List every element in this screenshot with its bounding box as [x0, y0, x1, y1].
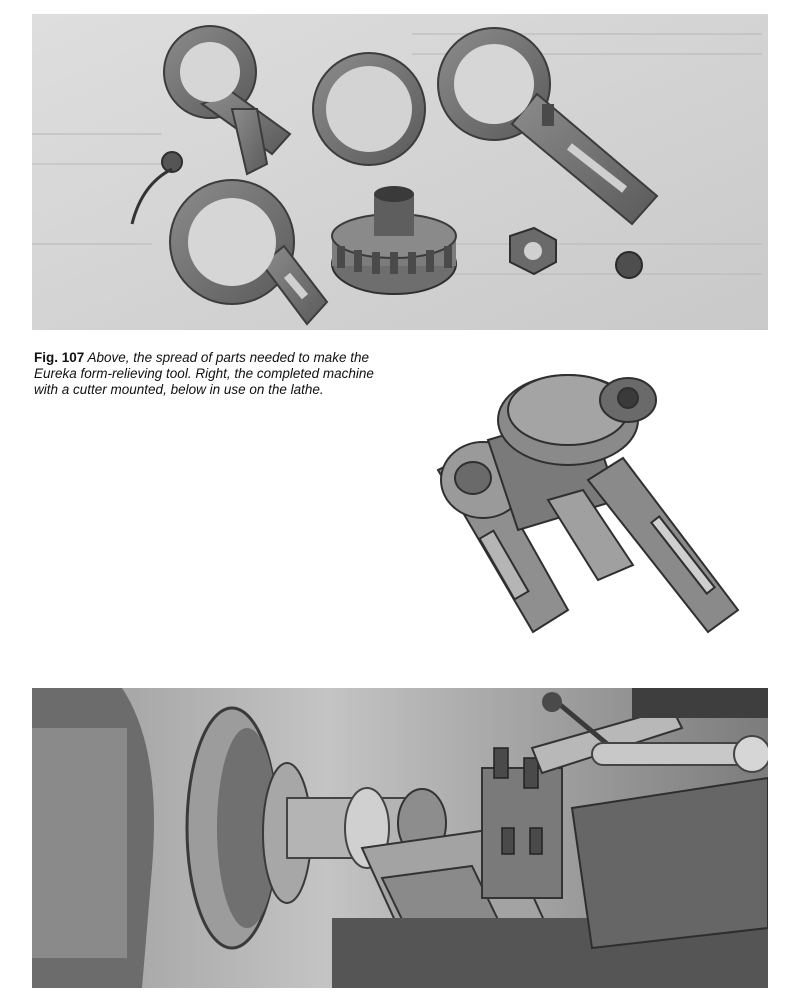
parts-photo [32, 14, 768, 330]
figure-caption [34, 350, 394, 398]
figure-caption-text: Above, the spread of parts needed to make the Eureka form-relieving tool. Right, the completed machine with a cutter mounted, below in use on the lathe. [34, 350, 374, 397]
lathe-photo [32, 688, 768, 988]
machine-photo [418, 340, 768, 670]
figure-label: Fig. 107 [34, 350, 85, 365]
